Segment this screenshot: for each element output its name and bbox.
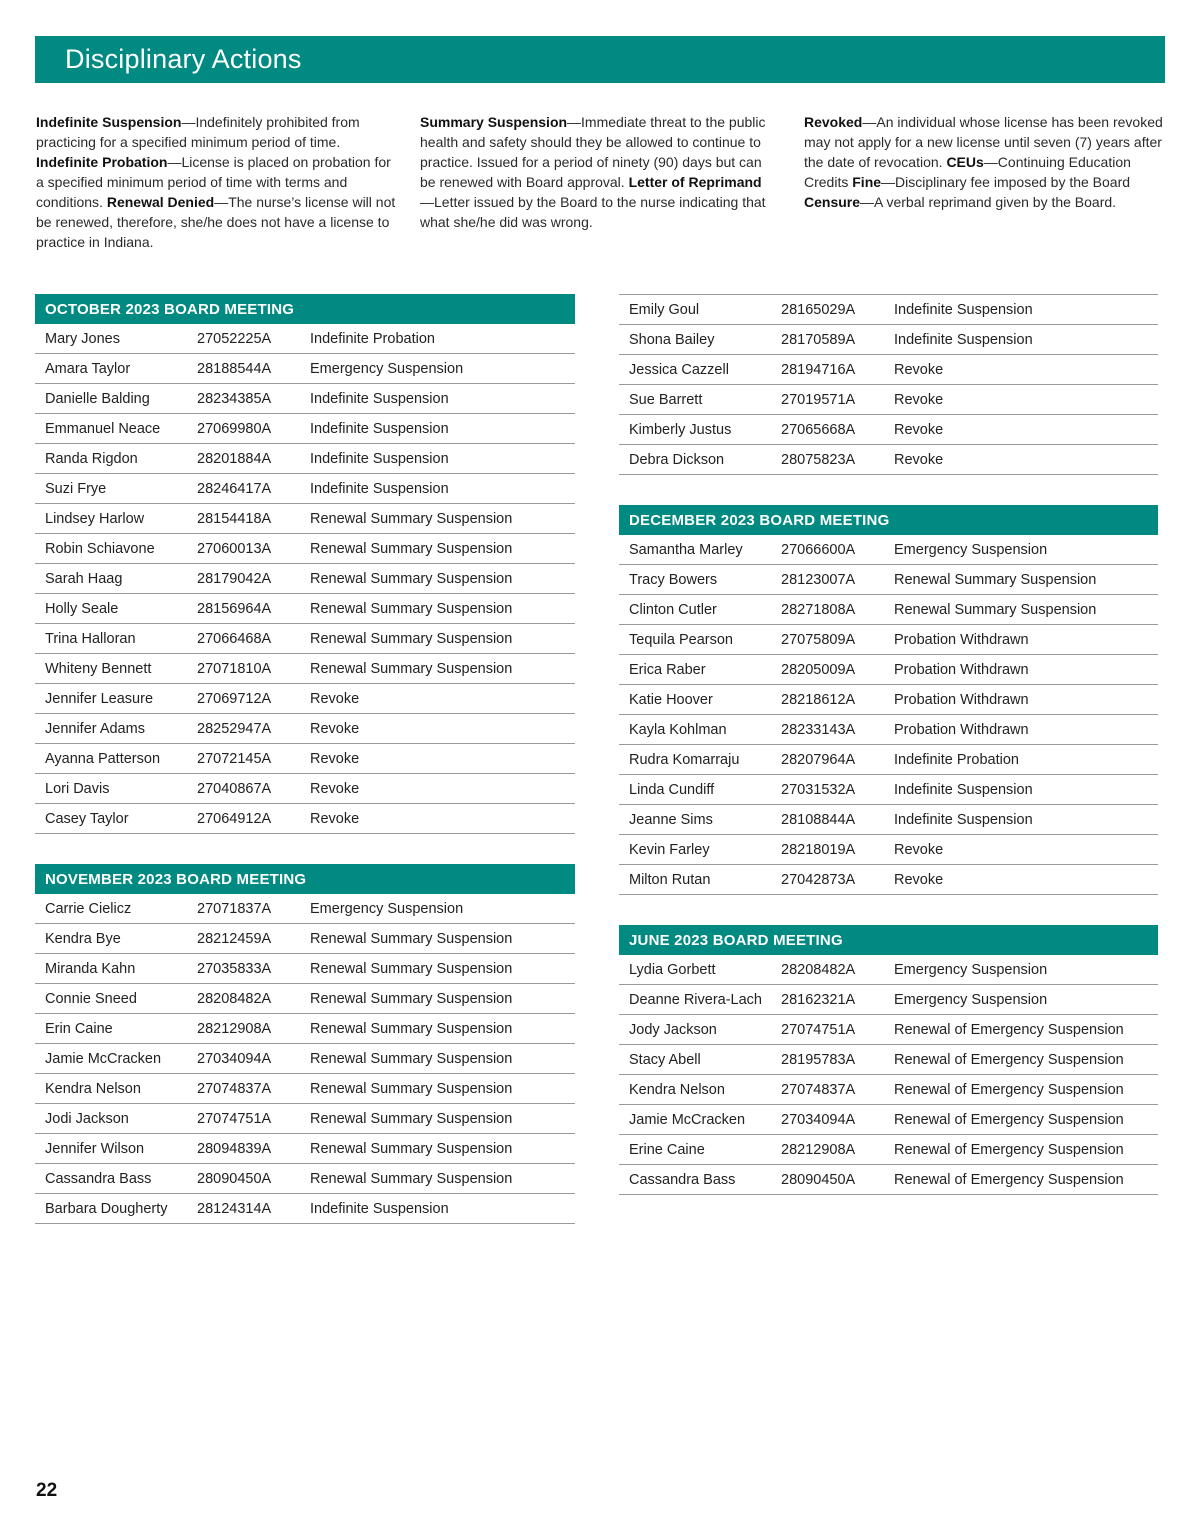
license-number: 28188544A xyxy=(197,360,272,377)
license-number: 27074751A xyxy=(197,1110,272,1127)
nurse-name: Lydia Gorbett xyxy=(629,961,716,978)
page-number: 22 xyxy=(36,1480,58,1501)
table-row xyxy=(35,924,575,954)
action-taken: Indefinite Suspension xyxy=(894,331,1033,348)
action-taken: Indefinite Suspension xyxy=(310,420,449,437)
table-row xyxy=(35,624,575,654)
license-number: 27019571A xyxy=(781,391,856,408)
table-row xyxy=(35,804,575,834)
action-taken: Indefinite Suspension xyxy=(310,1200,449,1217)
action-taken: Renewal Summary Suspension xyxy=(310,960,513,977)
action-taken: Renewal of Emergency Suspension xyxy=(894,1171,1124,1188)
license-number: 27066600A xyxy=(781,541,856,558)
table-row xyxy=(619,1045,1158,1075)
action-taken: Probation Withdrawn xyxy=(894,631,1029,648)
definition-text: —An individual whose license has been revoked may not apply for a new license until seven (7) years after the date of revocation. xyxy=(804,114,1163,170)
table-row xyxy=(35,444,575,474)
definition-entry xyxy=(804,194,1116,210)
table-row xyxy=(35,744,575,774)
nurse-name: Carrie Cielicz xyxy=(45,900,132,917)
definition-term: Renewal Denied xyxy=(106,194,215,210)
nurse-name: Shona Bailey xyxy=(629,331,715,348)
action-taken: Revoke xyxy=(310,690,360,707)
table-row xyxy=(35,954,575,984)
table-row xyxy=(619,415,1158,445)
nurse-name: Kendra Bye xyxy=(45,930,121,947)
table-row xyxy=(35,714,575,744)
action-taken: Revoke xyxy=(894,421,944,438)
action-taken: Indefinite Probation xyxy=(310,330,435,347)
table-row xyxy=(35,894,575,924)
license-number: 28212908A xyxy=(197,1020,272,1037)
table-row xyxy=(619,1135,1158,1165)
definitions-paragraph xyxy=(36,112,398,252)
nurse-name: Robin Schiavone xyxy=(45,540,155,557)
nurse-name: Emmanuel Neace xyxy=(45,420,161,437)
nurse-name: Trina Halloran xyxy=(45,630,136,647)
nurse-name: Tracy Bowers xyxy=(629,571,718,588)
table-row xyxy=(619,1015,1158,1045)
table-row xyxy=(619,625,1158,655)
action-taken: Renewal of Emergency Suspension xyxy=(894,1111,1124,1128)
table-row xyxy=(619,1075,1158,1105)
license-number: 28234385A xyxy=(197,390,272,407)
action-taken: Revoke xyxy=(894,391,944,408)
action-taken: Renewal Summary Suspension xyxy=(310,1020,513,1037)
nurse-name: Randa Rigdon xyxy=(45,450,138,467)
action-taken: Revoke xyxy=(310,720,360,737)
license-number: 28218019A xyxy=(781,841,856,858)
license-number: 28271808A xyxy=(781,601,856,618)
license-number: 28218612A xyxy=(781,691,856,708)
definition-term: Fine xyxy=(852,174,882,190)
action-taken: Renewal Summary Suspension xyxy=(310,540,513,557)
action-taken: Renewal Summary Suspension xyxy=(310,1170,513,1187)
definition-text: —A verbal reprimand given by the Board. xyxy=(860,194,1117,210)
action-taken: Indefinite Probation xyxy=(894,751,1019,768)
action-taken: Renewal Summary Suspension xyxy=(310,1050,513,1067)
table-row xyxy=(35,534,575,564)
action-taken: Renewal Summary Suspension xyxy=(310,1140,513,1157)
page-title: Disciplinary Actions xyxy=(35,36,1165,83)
november-table xyxy=(35,894,575,1224)
nurse-name: Jessica Cazzell xyxy=(629,361,729,378)
license-number: 28194716A xyxy=(781,361,856,378)
nurse-name: Jennifer Leasure xyxy=(45,690,154,707)
nurse-name: Ayanna Patterson xyxy=(45,750,161,767)
license-number: 28195783A xyxy=(781,1051,856,1068)
license-number: 28156964A xyxy=(197,600,272,617)
license-number: 28212908A xyxy=(781,1141,856,1158)
nurse-name: Jodi Jackson xyxy=(45,1110,129,1127)
definition-text: —Immediate threat to the public health and safety should they be allowed to continue to practice. Issued for a period of ninety (90) days but can be renewed with Board approval. xyxy=(420,114,766,190)
action-taken: Renewal of Emergency Suspension xyxy=(894,1021,1124,1038)
license-number: 28208482A xyxy=(197,990,272,1007)
nurse-name: Kayla Kohlman xyxy=(629,721,727,738)
license-number: 27042873A xyxy=(781,871,856,888)
definition-term: Letter of Reprimand xyxy=(628,174,762,190)
nurse-name: Lori Davis xyxy=(45,780,110,797)
license-number: 27074751A xyxy=(781,1021,856,1038)
definition-term: Revoked xyxy=(804,114,863,130)
definition-entry xyxy=(36,114,360,150)
nurse-name: Connie Sneed xyxy=(45,990,137,1007)
table-row xyxy=(35,1074,575,1104)
definition-text: —Indefinitely prohibited from practicing for a specified minimum period of time. xyxy=(36,114,360,150)
nurse-name: Lindsey Harlow xyxy=(45,510,145,527)
license-number: 28075823A xyxy=(781,451,856,468)
action-taken: Emergency Suspension xyxy=(310,900,464,917)
table-row xyxy=(35,1164,575,1194)
license-number: 28207964A xyxy=(781,751,856,768)
action-taken: Emergency Suspension xyxy=(894,991,1048,1008)
definitions-paragraph xyxy=(804,112,1164,212)
action-taken: Renewal Summary Suspension xyxy=(310,660,513,677)
nurse-name: Barbara Dougherty xyxy=(45,1200,168,1217)
license-number: 27074837A xyxy=(197,1080,272,1097)
license-number: 28154418A xyxy=(197,510,272,527)
license-number: 27069980A xyxy=(197,420,272,437)
right-tables-column xyxy=(619,294,1158,1195)
table-row xyxy=(35,1104,575,1134)
action-taken: Renewal Summary Suspension xyxy=(894,571,1097,588)
table-row xyxy=(619,595,1158,625)
license-number: 28170589A xyxy=(781,331,856,348)
license-number: 27035833A xyxy=(197,960,272,977)
definition-text: —Disciplinary fee imposed by the Board xyxy=(881,174,1131,190)
nurse-name: Milton Rutan xyxy=(629,871,711,888)
license-number: 28205009A xyxy=(781,661,856,678)
license-number: 28252947A xyxy=(197,720,272,737)
action-taken: Probation Withdrawn xyxy=(894,661,1029,678)
table-row xyxy=(619,715,1158,745)
december-table xyxy=(619,535,1158,895)
nurse-name: Cassandra Bass xyxy=(629,1171,736,1188)
action-taken: Renewal Summary Suspension xyxy=(310,1080,513,1097)
table-row xyxy=(35,1194,575,1224)
december-meeting-header: DECEMBER 2023 BOARD MEETING xyxy=(619,505,1158,535)
action-taken: Indefinite Suspension xyxy=(310,390,449,407)
action-taken: Renewal Summary Suspension xyxy=(310,1110,513,1127)
nurse-name: Mary Jones xyxy=(45,330,120,347)
definitions-column-2 xyxy=(420,112,770,232)
nurse-name: Whiteny Bennett xyxy=(45,660,152,677)
table-row xyxy=(619,685,1158,715)
table-row xyxy=(619,295,1158,325)
october-meeting-header: OCTOBER 2023 BOARD MEETING xyxy=(35,294,575,324)
nurse-name: Jamie McCracken xyxy=(629,1111,746,1128)
table-row xyxy=(619,535,1158,565)
left-tables-column xyxy=(35,294,575,1224)
action-taken: Indefinite Suspension xyxy=(894,781,1033,798)
nurse-name: Linda Cundiff xyxy=(629,781,715,798)
definition-term: Indefinite Probation xyxy=(36,154,168,170)
action-taken: Revoke xyxy=(894,361,944,378)
action-taken: Probation Withdrawn xyxy=(894,691,1029,708)
action-taken: Revoke xyxy=(310,810,360,827)
action-taken: Indefinite Suspension xyxy=(310,480,449,497)
table-row xyxy=(35,474,575,504)
action-taken: Renewal Summary Suspension xyxy=(310,990,513,1007)
license-number: 27065668A xyxy=(781,421,856,438)
action-taken: Revoke xyxy=(310,750,360,767)
license-number: 27071810A xyxy=(197,660,272,677)
license-number: 28123007A xyxy=(781,571,856,588)
nurse-name: Katie Hoover xyxy=(629,691,713,708)
license-number: 28108844A xyxy=(781,811,856,828)
nurse-name: Miranda Kahn xyxy=(45,960,136,977)
action-taken: Renewal Summary Suspension xyxy=(310,930,513,947)
nurse-name: Kimberly Justus xyxy=(629,421,732,438)
license-number: 28165029A xyxy=(781,301,856,318)
table-row xyxy=(35,564,575,594)
nurse-name: Tequila Pearson xyxy=(629,631,733,648)
license-number: 27031532A xyxy=(781,781,856,798)
action-taken: Indefinite Suspension xyxy=(894,301,1033,318)
definition-term: Censure xyxy=(804,194,861,210)
table-row xyxy=(619,805,1158,835)
license-number: 28233143A xyxy=(781,721,856,738)
nurse-name: Erin Caine xyxy=(45,1020,113,1037)
license-number: 27071837A xyxy=(197,900,272,917)
license-number: 27060013A xyxy=(197,540,272,557)
table-row xyxy=(619,445,1158,475)
nurse-name: Jeanne Sims xyxy=(629,811,713,828)
nurse-name: Clinton Cutler xyxy=(629,601,717,618)
nurse-name: Kendra Nelson xyxy=(629,1081,725,1098)
nurse-name: Kevin Farley xyxy=(629,841,710,858)
table-row xyxy=(619,955,1158,985)
table-row xyxy=(619,325,1158,355)
nurse-name: Erine Caine xyxy=(629,1141,705,1158)
table-row xyxy=(35,684,575,714)
table-row xyxy=(619,1165,1158,1195)
table-row xyxy=(619,385,1158,415)
nurse-name: Deanne Rivera-Lach xyxy=(629,991,762,1008)
definition-text: —License is placed on probation for a specified minimum period of time with terms and conditions. xyxy=(36,154,391,210)
license-number: 27034094A xyxy=(197,1050,272,1067)
october-table xyxy=(35,324,575,834)
june-table xyxy=(619,955,1158,1195)
nurse-name: Holly Seale xyxy=(45,600,119,617)
license-number: 27040867A xyxy=(197,780,272,797)
action-taken: Renewal Summary Suspension xyxy=(310,510,513,527)
action-taken: Emergency Suspension xyxy=(894,541,1048,558)
action-taken: Revoke xyxy=(894,841,944,858)
license-number: 28212459A xyxy=(197,930,272,947)
table-row xyxy=(619,865,1158,895)
nurse-name: Rudra Komarraju xyxy=(629,751,740,768)
table-row xyxy=(35,324,575,354)
action-taken: Emergency Suspension xyxy=(310,360,464,377)
definition-text: —The nurse’s license will not be renewed, therefore, she/he does not have a license to practice in Indiana. xyxy=(36,194,396,250)
nurse-name: Danielle Balding xyxy=(45,390,150,407)
table-row xyxy=(619,985,1158,1015)
nurse-name: Jamie McCracken xyxy=(45,1050,162,1067)
license-number: 27074837A xyxy=(781,1081,856,1098)
table-row xyxy=(35,1134,575,1164)
table-row xyxy=(35,414,575,444)
action-taken: Renewal Summary Suspension xyxy=(310,570,513,587)
definition-text: —Letter issued by the Board to the nurse indicating that what she/he did was wrong. xyxy=(420,194,766,230)
action-taken: Emergency Suspension xyxy=(894,961,1048,978)
table-row xyxy=(619,835,1158,865)
license-number: 27052225A xyxy=(197,330,272,347)
action-taken: Renewal of Emergency Suspension xyxy=(894,1051,1124,1068)
license-number: 28124314A xyxy=(197,1200,272,1217)
nurse-name: Amara Taylor xyxy=(45,360,131,377)
table-row xyxy=(35,384,575,414)
table-row xyxy=(619,565,1158,595)
table-row xyxy=(35,1014,575,1044)
nurse-name: Sarah Haag xyxy=(45,570,123,587)
action-taken: Renewal Summary Suspension xyxy=(310,600,513,617)
license-number: 28201884A xyxy=(197,450,272,467)
table-row xyxy=(35,504,575,534)
action-taken: Probation Withdrawn xyxy=(894,721,1029,738)
nurse-name: Cassandra Bass xyxy=(45,1170,152,1187)
nurse-name: Sue Barrett xyxy=(629,391,703,408)
license-number: 28208482A xyxy=(781,961,856,978)
action-taken: Revoke xyxy=(894,451,944,468)
nurse-name: Emily Goul xyxy=(629,301,700,318)
nurse-name: Jody Jackson xyxy=(629,1021,717,1038)
action-taken: Renewal of Emergency Suspension xyxy=(894,1141,1124,1158)
license-number: 28246417A xyxy=(197,480,272,497)
license-number: 27075809A xyxy=(781,631,856,648)
definition-term: Indefinite Suspension xyxy=(36,114,182,130)
table-row xyxy=(619,745,1158,775)
definitions-column-3 xyxy=(804,112,1164,212)
nurse-name: Kendra Nelson xyxy=(45,1080,141,1097)
license-number: 27069712A xyxy=(197,690,272,707)
table-row xyxy=(619,355,1158,385)
table-row xyxy=(35,354,575,384)
june-meeting-header: JUNE 2023 BOARD MEETING xyxy=(619,925,1158,955)
definition-text: —Continuing Education Credits xyxy=(804,154,1131,190)
november-meeting-header: NOVEMBER 2023 BOARD MEETING xyxy=(35,864,575,894)
definition-entry xyxy=(852,174,1130,190)
nurse-name: Casey Taylor xyxy=(45,810,129,827)
license-number: 28179042A xyxy=(197,570,272,587)
nurse-name: Samantha Marley xyxy=(629,541,743,558)
table-row xyxy=(35,774,575,804)
definitions-column-1 xyxy=(36,112,398,252)
action-taken: Renewal Summary Suspension xyxy=(310,630,513,647)
table-row xyxy=(35,1044,575,1074)
table-row xyxy=(35,594,575,624)
nurse-name: Suzi Frye xyxy=(45,480,107,497)
license-number: 28094839A xyxy=(197,1140,272,1157)
nurse-name: Debra Dickson xyxy=(629,451,725,468)
definitions-paragraph xyxy=(420,112,770,232)
definition-term: CEUs xyxy=(946,154,984,170)
nurse-name: Stacy Abell xyxy=(629,1051,701,1068)
table-row xyxy=(35,984,575,1014)
license-number: 27066468A xyxy=(197,630,272,647)
license-number: 28162321A xyxy=(781,991,856,1008)
license-number: 28090450A xyxy=(781,1171,856,1188)
action-taken: Revoke xyxy=(894,871,944,888)
action-taken: Revoke xyxy=(310,780,360,797)
action-taken: Indefinite Suspension xyxy=(310,450,449,467)
action-taken: Renewal Summary Suspension xyxy=(894,601,1097,618)
table-row xyxy=(619,655,1158,685)
license-number: 28090450A xyxy=(197,1170,272,1187)
license-number: 27064912A xyxy=(197,810,272,827)
nurse-name: Erica Raber xyxy=(629,661,706,678)
table-row xyxy=(619,1105,1158,1135)
table-row xyxy=(35,654,575,684)
action-taken: Renewal of Emergency Suspension xyxy=(894,1081,1124,1098)
license-number: 27072145A xyxy=(197,750,272,767)
definition-term: Summary Suspension xyxy=(420,114,568,130)
november-continued-table xyxy=(619,294,1158,475)
license-number: 27034094A xyxy=(781,1111,856,1128)
action-taken: Indefinite Suspension xyxy=(894,811,1033,828)
nurse-name: Jennifer Adams xyxy=(45,720,145,737)
nurse-name: Jennifer Wilson xyxy=(45,1140,145,1157)
table-row xyxy=(619,775,1158,805)
